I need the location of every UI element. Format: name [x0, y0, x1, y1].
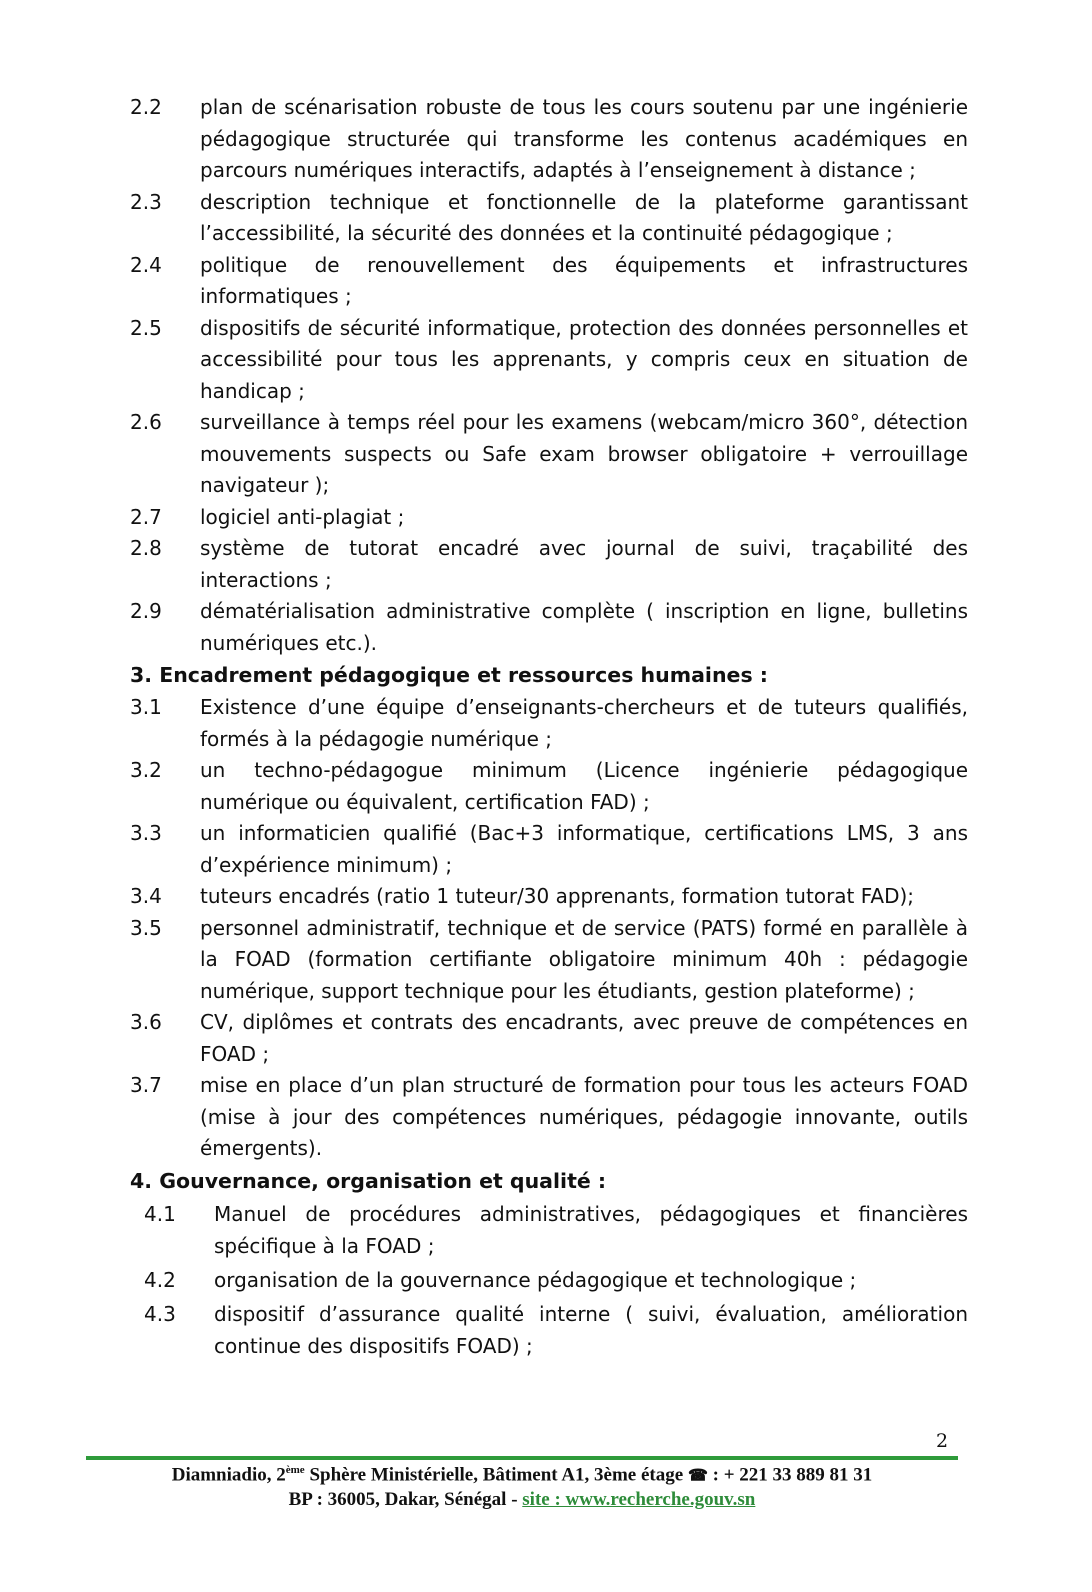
item-number: 2.8: [130, 536, 162, 560]
footer-site-link[interactable]: site : www.recherche.gouv.sn: [522, 1489, 756, 1511]
list-item: [130, 1198, 968, 1262]
section-3-heading: 3. Encadrement pédagogique et ressources humaines :: [130, 663, 768, 687]
item-number: 2.7: [130, 504, 162, 529]
list-item: [130, 755, 968, 818]
list-item: [130, 187, 968, 250]
list-item: [130, 250, 968, 313]
item-text: tuteurs encadrés (ratio 1 tuteur/30 apprenants, formation tutorat FAD);: [200, 884, 915, 908]
item-text: plan de scénarisation robuste de tous les cours soutenu par une ingénierie pédagogique structurée qui transforme les contenus académiques en parcours numériques interactifs, adaptés à l’enseignement à distance ;: [200, 95, 968, 182]
item-text: Manuel de procédures administratives, pédagogiques et financières spécifique à la FOAD ;: [214, 1201, 968, 1258]
item-number: 2.5: [130, 315, 162, 340]
footer-address-line: [86, 1458, 958, 1488]
item-text: un informaticien qualifié (Bac+3 informatique, certifications LMS, 3 ans d’expérience minimum) ;: [200, 821, 968, 877]
list-item: [130, 313, 968, 408]
item-text: dispositif d’assurance qualité interne ( suivi, évaluation, amélioration continue des dispositifs FOAD) ;: [214, 1301, 968, 1358]
item-number: 4.1: [144, 1201, 176, 1226]
item-text: un techno-pédagogue minimum (Licence ingénierie pédagogique numérique ou équivalent, certification FAD) ;: [200, 758, 968, 814]
section-4-list: [130, 1198, 968, 1362]
page-number: 2: [936, 1430, 949, 1452]
list-item: [130, 1070, 968, 1165]
list-item: [130, 533, 968, 596]
item-text: personnel administratif, technique et de service (PATS) formé en parallèle à la FOAD (formation certifiante obligatoire minimum 40h : pédagogie numérique, support technique pour les étudiants, gestion plateforme) ;: [200, 915, 968, 1003]
item-number: 2.2: [130, 95, 162, 119]
item-number: 4.3: [144, 1301, 176, 1326]
item-text: politique de renouvellement des équipements et infrastructures informatiques ;: [200, 252, 968, 308]
item-text: mise en place d’un plan structuré de formation pour tous les acteurs FOAD (mise à jour des compétences numériques, pédagogie innovante, outils émergents).: [200, 1073, 968, 1160]
footer-postal-line: [86, 1488, 958, 1512]
footer-postal: BP : 36005, Dakar, Sénégal -: [288, 1489, 523, 1511]
list-item: [130, 881, 968, 913]
item-number: 3.6: [130, 1010, 162, 1034]
list-item: [130, 596, 968, 659]
footer-superscript: ème: [285, 1464, 305, 1476]
telephone-icon: ☎: [687, 1467, 708, 1485]
item-text: description technique et fonctionnelle de la plateforme garantissant l’accessibilité, la sécurité des données et la continuité pédagogique ;: [200, 189, 968, 245]
item-number: 3.3: [130, 821, 162, 845]
item-number: 3.2: [130, 758, 162, 782]
item-number: 3.1: [130, 695, 162, 719]
section-4-heading: 4. Gouvernance, organisation et qualité :: [130, 1168, 607, 1193]
section-2-list: [130, 92, 968, 659]
item-text: CV, diplômes et contrats des encadrants, avec preuve de compétences en FOAD ;: [200, 1010, 968, 1066]
list-item: [130, 1264, 968, 1296]
item-text: Existence d’une équipe d’enseignants-chercheurs et de tuteurs qualifiés, formés à la pédagogie numérique ;: [200, 695, 968, 751]
list-item: [130, 913, 968, 1008]
section-3-list: [130, 692, 968, 1165]
item-text: organisation de la gouvernance pédagogique et technologique ;: [214, 1267, 857, 1292]
footer-phone: : + 221 33 889 81 31: [707, 1464, 873, 1486]
footer: [86, 1458, 958, 1512]
document-body: [130, 92, 968, 1362]
item-number: 2.6: [130, 410, 162, 434]
footer-address-start: Diamniadio, 2: [171, 1464, 286, 1486]
list-item: [130, 92, 968, 187]
item-text: logiciel anti-plagiat ;: [200, 504, 405, 529]
footer-address-building: Sphère Ministérielle, Bâtiment A1, 3ème étage: [304, 1464, 688, 1486]
item-number: 3.7: [130, 1073, 162, 1097]
item-number: 3.4: [130, 884, 162, 908]
item-number: 4.2: [144, 1267, 176, 1292]
list-item: [130, 818, 968, 881]
item-number: 3.5: [130, 915, 162, 940]
item-text: dématérialisation administrative complète ( inscription en ligne, bulletins numériques etc.).: [200, 599, 968, 655]
list-item: [130, 1298, 968, 1362]
list-item: [130, 502, 968, 534]
item-number: 2.9: [130, 599, 162, 623]
item-text: système de tutorat encadré avec journal de suivi, traçabilité des interactions ;: [200, 536, 968, 592]
item-number: 2.3: [130, 189, 162, 214]
item-text: dispositifs de sécurité informatique, protection des données personnelles et accessibilité pour tous les apprenants, y compris ceux en situation de handicap ;: [200, 315, 968, 403]
list-item: [130, 407, 968, 502]
item-number: 2.4: [130, 252, 162, 277]
list-item: [130, 1007, 968, 1070]
item-text: surveillance à temps réel pour les examens (webcam/micro 360°, détection mouvements suspects ou Safe exam browser obligatoire + verrouillage navigateur );: [200, 410, 968, 497]
list-item: [130, 692, 968, 755]
